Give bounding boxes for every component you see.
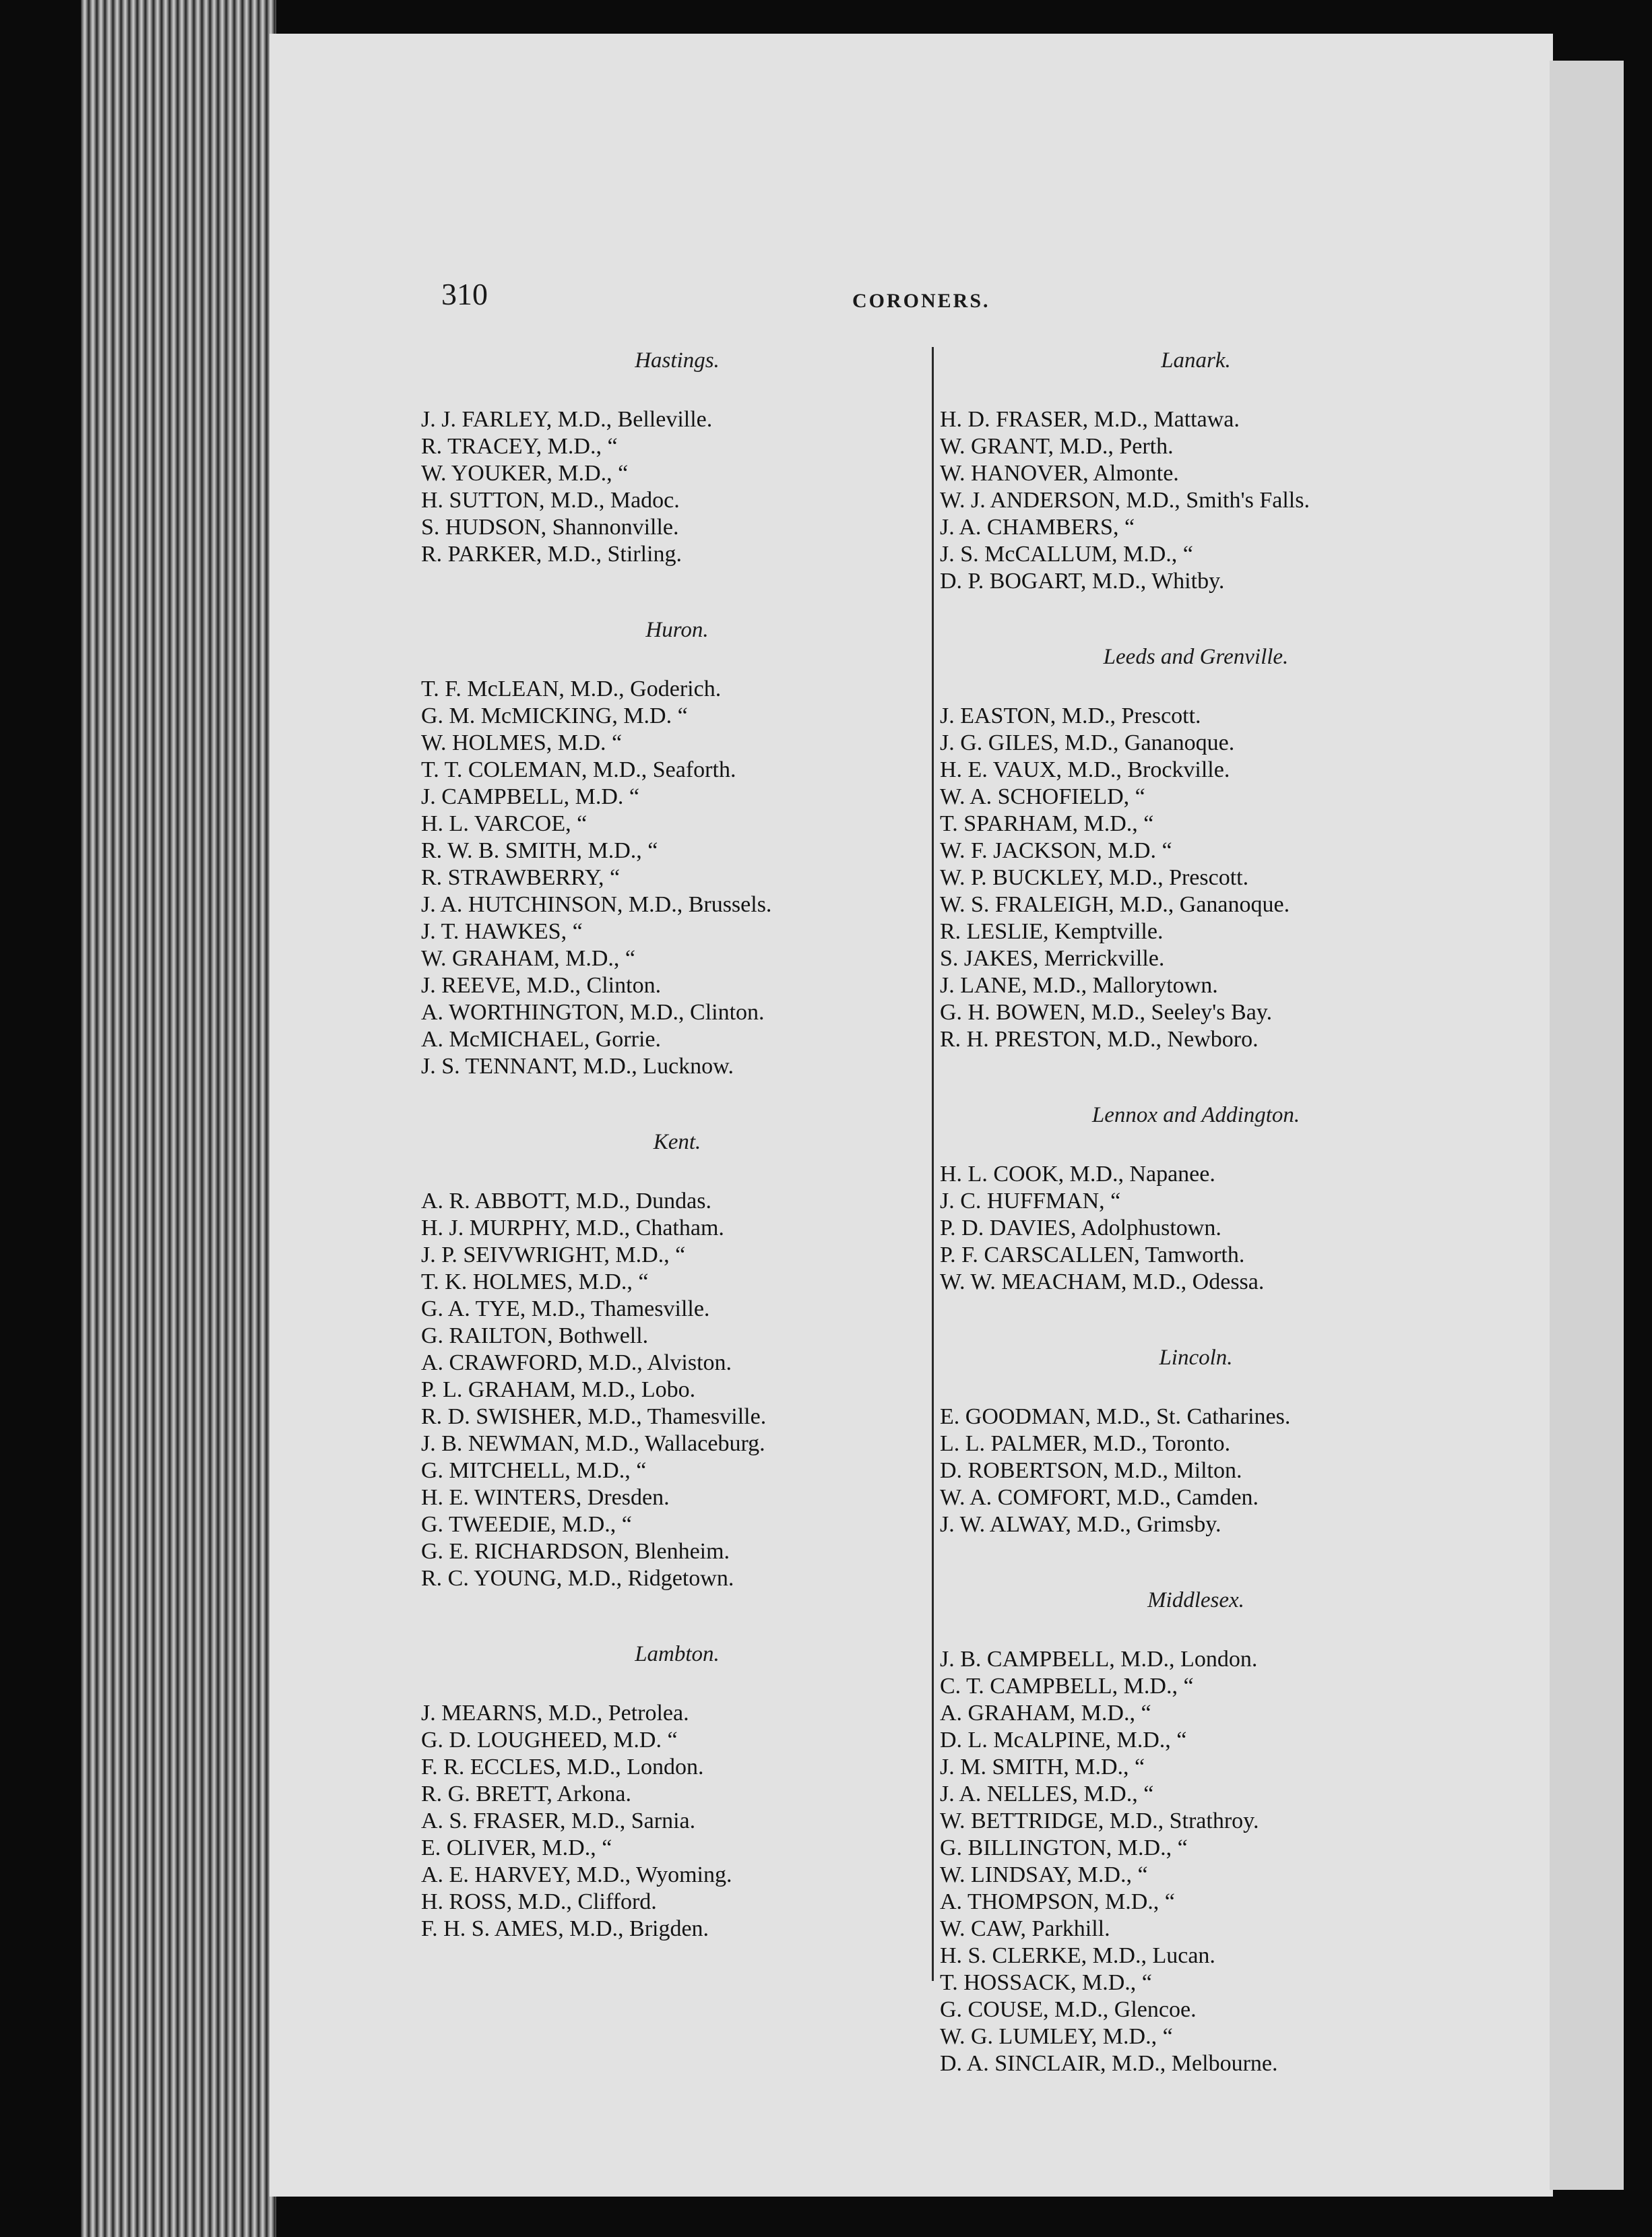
coroner-entry: H. E. WINTERS, Dresden.: [421, 1485, 670, 1510]
coroner-entry: J. W. ALWAY, M.D., Grimsby.: [940, 1512, 1221, 1537]
coroner-entry: G. BILLINGTON, M.D., “: [940, 1835, 1188, 1860]
page-header: [441, 276, 1492, 323]
coroner-entry: R. C. YOUNG, M.D., Ridgetown.: [421, 1566, 734, 1591]
coroner-entry: J. G. GILES, M.D., Gananoque.: [940, 730, 1235, 755]
section-gap: [940, 595, 1452, 643]
coroner-entry: A. McMICHAEL, Gorrie.: [421, 1027, 661, 1052]
coroner-entry: R. W. B. SMITH, M.D., “: [421, 838, 658, 863]
coroner-entry: W. HANOVER, Almonte.: [940, 461, 1179, 486]
coroner-entry: J. S. TENNANT, M.D., Lucknow.: [421, 1054, 734, 1079]
coroner-entry: G. H. BOWEN, M.D., Seeley's Bay.: [940, 1000, 1273, 1025]
county-heading: Kent.: [653, 1130, 701, 1154]
coroner-entry: R. H. PRESTON, M.D., Newboro.: [940, 1027, 1259, 1052]
coroner-entry: R. LESLIE, Kemptville.: [940, 919, 1164, 944]
page-number: 310: [441, 277, 488, 311]
coroner-entry: H. J. MURPHY, M.D., Chatham.: [421, 1216, 724, 1240]
coroner-entry: R. D. SWISHER, M.D., Thamesville.: [421, 1404, 767, 1429]
county-section: [940, 347, 1452, 595]
county-section: [940, 643, 1452, 1053]
coroner-entry: W. J. ANDERSON, M.D., Smith's Falls.: [940, 488, 1310, 513]
coroner-entry: J. REEVE, M.D., Clinton.: [421, 973, 662, 998]
county-heading: Leeds and Grenville.: [1103, 645, 1289, 669]
coroner-entry: T. K. HOLMES, M.D., “: [421, 1269, 649, 1294]
section-gap: [421, 1592, 933, 1641]
coroner-entry: D. A. SINCLAIR, M.D., Melbourne.: [940, 2051, 1278, 2076]
coroner-entry: J. EASTON, M.D., Prescott.: [940, 703, 1201, 728]
coroner-entry: P. F. CARSCALLEN, Tamworth.: [940, 1242, 1245, 1267]
coroner-entry: S. HUDSON, Shannonville.: [421, 515, 679, 540]
running-title: CORONERS.: [852, 290, 990, 312]
county-section: [421, 347, 933, 568]
coroner-entry: W. BETTRIDGE, M.D., Strathroy.: [940, 1808, 1259, 1833]
coroner-entry: W. A. COMFORT, M.D., Camden.: [940, 1485, 1259, 1510]
coroner-entry: T. F. McLEAN, M.D., Goderich.: [421, 676, 722, 701]
coroner-entry: P. D. DAVIES, Adolphustown.: [940, 1216, 1221, 1240]
county-section: [421, 1129, 933, 1592]
coroner-entry: G. RAILTON, Bothwell.: [421, 1323, 649, 1348]
coroner-entry: A. GRAHAM, M.D., “: [940, 1701, 1151, 1726]
coroner-entry: D. ROBERTSON, M.D., Milton.: [940, 1458, 1242, 1483]
coroner-entry: L. L. PALMER, M.D., Toronto.: [940, 1431, 1231, 1456]
coroner-entry: R. PARKER, M.D., Stirling.: [421, 542, 682, 567]
coroner-entry: J. B. CAMPBELL, M.D., London.: [940, 1647, 1258, 1672]
coroner-entry: J. LANE, M.D., Mallorytown.: [940, 973, 1218, 998]
coroner-entry: A. THOMPSON, M.D., “: [940, 1889, 1175, 1914]
coroner-entry: A. R. ABBOTT, M.D., Dundas.: [421, 1189, 711, 1214]
coroner-entry: J. CAMPBELL, M.D. “: [421, 784, 639, 809]
coroner-entry: W. YOUKER, M.D., “: [421, 461, 629, 486]
coroner-entry: J. A. CHAMBERS, “: [940, 515, 1135, 540]
coroner-entry: W. GRANT, M.D., Perth.: [940, 434, 1174, 459]
coroner-entry: E. OLIVER, M.D., “: [421, 1835, 612, 1860]
coroner-entry: F. R. ECCLES, M.D., London.: [421, 1755, 704, 1779]
coroner-entry: H. L. VARCOE, “: [421, 811, 587, 836]
coroner-entry: J. C. HUFFMAN, “: [940, 1189, 1121, 1214]
coroner-entry: W. P. BUCKLEY, M.D., Prescott.: [940, 865, 1249, 890]
coroner-entry: G. E. RICHARDSON, Blenheim.: [421, 1539, 730, 1564]
book-page-edges: [81, 0, 276, 2237]
county-section: [940, 1587, 1452, 2077]
coroner-entry: W. GRAHAM, M.D., “: [421, 946, 635, 971]
coroner-entry: A. WORTHINGTON, M.D., Clinton.: [421, 1000, 765, 1025]
coroner-entry: H. S. CLERKE, M.D., Lucan.: [940, 1943, 1215, 1968]
coroner-entry: J. J. FARLEY, M.D., Belleville.: [421, 407, 713, 432]
coroner-entry: J. P. SEIVWRIGHT, M.D., “: [421, 1242, 686, 1267]
section-gap: [940, 1053, 1452, 1102]
county-heading: Lambton.: [635, 1642, 720, 1666]
coroner-entry: G. MITCHELL, M.D., “: [421, 1458, 647, 1483]
coroner-entry: J. B. NEWMAN, M.D., Wallaceburg.: [421, 1431, 765, 1456]
coroner-entry: W. F. JACKSON, M.D. “: [940, 838, 1172, 863]
coroner-entry: J. A. HUTCHINSON, M.D., Brussels.: [421, 892, 772, 917]
coroner-entry: T. HOSSACK, M.D., “: [940, 1970, 1152, 1995]
coroner-entry: G. TWEEDIE, M.D., “: [421, 1512, 632, 1537]
coroner-entry: H. D. FRASER, M.D., Mattawa.: [940, 407, 1240, 432]
coroner-entry: D. P. BOGART, M.D., Whitby.: [940, 569, 1225, 594]
coroner-entry: S. JAKES, Merrickville.: [940, 946, 1165, 971]
coroner-entry: J. M. SMITH, M.D., “: [940, 1755, 1145, 1779]
county-heading: Lennox and Addington.: [1091, 1103, 1300, 1127]
county-section: [421, 617, 933, 1080]
coroner-entry: T. T. COLEMAN, M.D., Seaforth.: [421, 757, 736, 782]
coroner-entry: J. S. McCALLUM, M.D., “: [940, 542, 1193, 567]
coroner-entry: H. ROSS, M.D., Clifford.: [421, 1889, 657, 1914]
facing-page-edge: [1550, 61, 1624, 2190]
coroner-entry: J. MEARNS, M.D., Petrolea.: [421, 1701, 689, 1726]
coroner-entry: H. L. COOK, M.D., Napanee.: [940, 1162, 1215, 1187]
coroner-entry: A. CRAWFORD, M.D., Alviston.: [421, 1350, 732, 1375]
section-gap: [940, 1296, 1452, 1344]
county-heading: Lincoln.: [1159, 1346, 1233, 1370]
left-column: [421, 347, 933, 1943]
section-gap: [421, 568, 933, 617]
coroner-entry: J. A. NELLES, M.D., “: [940, 1782, 1154, 1806]
coroner-entry: W. LINDSAY, M.D., “: [940, 1862, 1148, 1887]
county-heading: Huron.: [645, 618, 709, 642]
coroner-entry: W. A. SCHOFIELD, “: [940, 784, 1145, 809]
county-section: [940, 1102, 1452, 1296]
coroner-entry: G. D. LOUGHEED, M.D. “: [421, 1728, 678, 1753]
coroner-entry: C. T. CAMPBELL, M.D., “: [940, 1674, 1194, 1699]
coroner-entry: E. GOODMAN, M.D., St. Catharines.: [940, 1404, 1291, 1429]
coroner-entry: W. G. LUMLEY, M.D., “: [940, 2024, 1173, 2049]
coroner-entry: R. TRACEY, M.D., “: [421, 434, 618, 459]
coroner-entry: A. S. FRASER, M.D., Sarnia.: [421, 1808, 696, 1833]
county-section: [940, 1344, 1452, 1538]
coroner-entry: P. L. GRAHAM, M.D., Lobo.: [421, 1377, 696, 1402]
coroner-entry: G. M. McMICKING, M.D. “: [421, 703, 688, 728]
county-section: [421, 1641, 933, 1943]
section-gap: [940, 1538, 1452, 1587]
coroner-entry: J. T. HAWKES, “: [421, 919, 583, 944]
coroner-entry: H. E. VAUX, M.D., Brockville.: [940, 757, 1230, 782]
coroner-entry: G. A. TYE, M.D., Thamesville.: [421, 1296, 710, 1321]
county-heading: Middlesex.: [1147, 1588, 1244, 1612]
county-heading: Lanark.: [1161, 348, 1231, 373]
coroner-entry: R. STRAWBERRY, “: [421, 865, 621, 890]
coroner-entry: W. S. FRALEIGH, M.D., Gananoque.: [940, 892, 1290, 917]
coroner-entry: W. CAW, Parkhill.: [940, 1916, 1110, 1941]
section-gap: [421, 1080, 933, 1129]
coroner-entry: W. HOLMES, M.D. “: [421, 730, 623, 755]
coroner-entry: T. SPARHAM, M.D., “: [940, 811, 1154, 836]
coroner-entry: R. G. BRETT, Arkona.: [421, 1782, 631, 1806]
coroner-entry: G. COUSE, M.D., Glencoe.: [940, 1997, 1197, 2022]
county-heading: Hastings.: [635, 348, 720, 373]
coroner-entry: A. E. HARVEY, M.D., Wyoming.: [421, 1862, 732, 1887]
coroner-entry: D. L. McALPINE, M.D., “: [940, 1728, 1187, 1753]
right-column: [940, 347, 1452, 2077]
coroner-entry: W. W. MEACHAM, M.D., Odessa.: [940, 1269, 1265, 1294]
coroner-entry: H. SUTTON, M.D., Madoc.: [421, 488, 680, 513]
coroner-entry: F. H. S. AMES, M.D., Brigden.: [421, 1916, 709, 1941]
